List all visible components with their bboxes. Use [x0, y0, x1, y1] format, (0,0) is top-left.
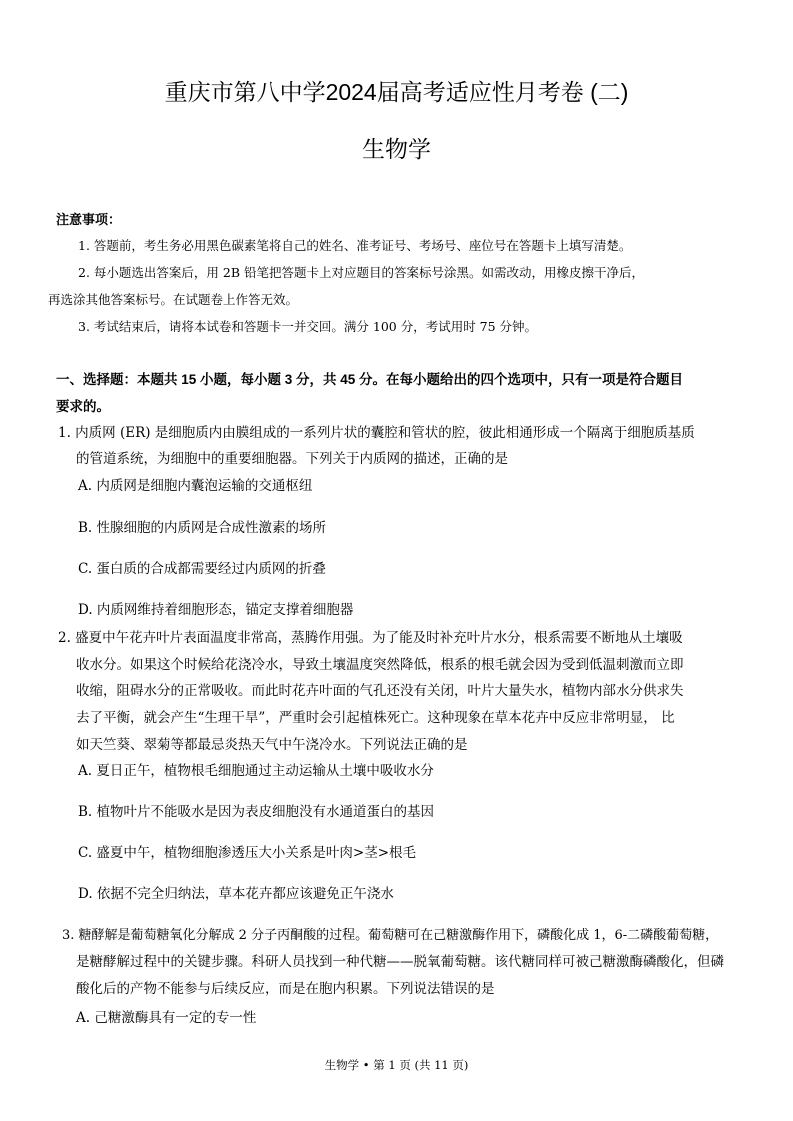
- question-2-option-b: B. 植物叶片不能吸水是因为表皮细胞没有水通道蛋白的基因: [78, 804, 435, 820]
- note-item: 再选涂其他答案标号。在试题卷上作答无效。: [48, 292, 299, 307]
- question-1-text: 的管道系统，为细胞中的重要细胞器。下列关于内质网的描述，正确的是: [76, 451, 508, 467]
- note-item: 1. 答题前，考生务必用黑色碳素笔将自己的姓名、准考证号、考场号、座位号在答题卡上填写清楚。: [78, 238, 632, 253]
- section-heading: 一、选择题：本题共 15 小题，每小题 3 分，共 45 分。在每小题给出的四个选项中，只有一项是符合题目: [56, 372, 684, 387]
- note-item: 2. 每小题选出答案后，用 2B 铅笔把答题卡上对应题目的答案标号涂黑。如需改动，用橡皮擦干净后，: [78, 265, 644, 280]
- page-footer: 生物学 • 第 1 页 (共 11 页): [324, 1058, 469, 1072]
- question-1-text: 1. 内质网 (ER) 是细胞质内由膜组成的一系列片状的囊腔和管状的腔，彼此相通形成一个隔离于细胞质基质: [58, 425, 695, 441]
- notes-heading: 注意事项：: [56, 212, 122, 227]
- question-3-text: 是糖酵解过程中的关键步骤。科研人员找到一种代糖——脱氧葡萄糖。该代糖同样可被己糖激酶磷酸化，但磷: [76, 954, 724, 970]
- question-3-option-a: A. 己糖激酶具有一定的专一性: [76, 1010, 257, 1026]
- question-3-text: 3. 糖酵解是葡萄糖氧化分解成 2 分子丙酮酸的过程。葡萄糖可在己糖激酶作用下，磷酸化成 1，6-二磷酸葡萄糖，: [62, 928, 719, 943]
- question-2-text: 去了平衡，就会产生“生理干旱”，严重时会引起植株死亡。这种现象在草本花卉中反应非常明显， 比: [76, 710, 675, 726]
- exam-title: 重庆市第八中学2024届高考适应性月考卷 (二): [164, 79, 629, 105]
- question-2-option-d: D. 依据不完全归纳法，草本花卉都应该避免正午浇水: [78, 886, 394, 902]
- note-item: 3. 考试结束后，请将本试卷和答题卡一并交回。满分 100 分，考试用时 75 分钟。: [78, 319, 538, 334]
- question-1-option-b: B. 性腺细胞的内质网是合成性激素的场所: [78, 520, 327, 536]
- question-1-option-c: C. 蛋白质的合成都需要经过内质网的折叠: [78, 561, 326, 577]
- question-2-text: 收缩，阻碍水分的正常吸收。而此时花卉叶面的气孔还没有关闭，叶片大量失水，植物内部水分供求失: [76, 683, 684, 699]
- question-2-option-c: C. 盛夏中午，植物细胞渗透压大小关系是叶肉>茎>根毛: [78, 845, 417, 861]
- question-3-text: 酸化后的产物不能参与后续反应，而是在胞内积累。下列说法错误的是: [76, 981, 495, 997]
- subject-title: 生物学: [362, 136, 431, 162]
- question-1-option-d: D. 内质网维持着细胞形态，锚定支撑着细胞器: [78, 602, 354, 618]
- question-1-option-a: A. 内质网是细胞内囊泡运输的交通枢纽: [78, 478, 313, 494]
- question-2-option-a: A. 夏日正午，植物根毛细胞通过主动运输从土壤中吸收水分: [78, 763, 434, 779]
- question-2-text: 收水分。如果这个时候给花浇冷水，导致土壤温度突然降低，根系的根毛就会因为受到低温刺激而立即: [76, 657, 684, 673]
- section-heading-cont: 要求的。: [56, 399, 110, 414]
- question-2-text: 2. 盛夏中午花卉叶片表面温度非常高，蒸腾作用强。为了能及时补充叶片水分，根系需要不断地从土壤吸: [58, 630, 683, 646]
- question-2-text: 如天竺葵、翠菊等都最忌炎热天气中午浇冷水。下列说法正确的是: [76, 737, 468, 753]
